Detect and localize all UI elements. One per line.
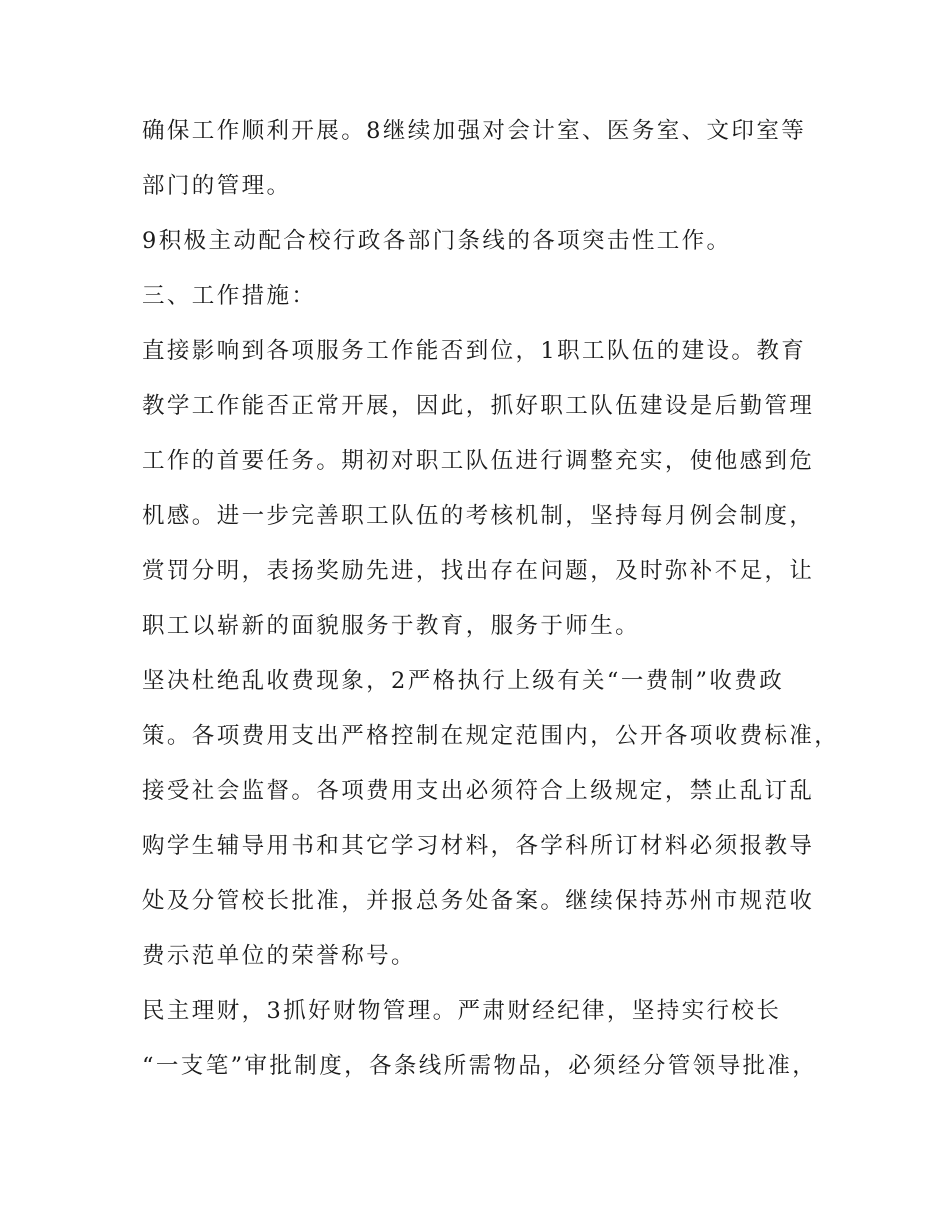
text-line: 策。各项费用支出严格控制在规定范围内，公开各项收费标准，: [142, 723, 840, 749]
text-line: 坚决杜绝乱收费现象，2严格执行上级有关“一费制”收费政: [142, 668, 785, 694]
text-line: 工作的首要任务。期初对职工队伍进行调整充实，使他感到危: [142, 448, 815, 474]
text-line: 教学工作能否正常开展，因此，抓好职工队伍建设是后勤管理: [142, 393, 815, 419]
text-line: 确保工作顺利开展。8继续加强对会计室、医务室、文印室等: [142, 118, 807, 144]
text-line: 费示范单位的荣誉称号。: [142, 943, 416, 969]
section-heading: 三、工作措施：: [142, 283, 317, 309]
text-line: 直接影响到各项服务工作能否到位，1职工队伍的建设。教育: [142, 338, 807, 364]
text-line: 职工以崭新的面貌服务于教育，服务于师生。: [142, 613, 641, 639]
text-line: 9积极主动配合校行政各部门条线的各项突击性工作。: [142, 228, 732, 254]
text-line: 机感。进一步完善职工队伍的考核机制，坚持每月例会制度，: [142, 503, 815, 529]
text-line: 处及分管校长批准，并报总务处备案。继续保持苏州市规范收: [142, 888, 815, 914]
text-line: 民主理财，3抓好财物管理。严肃财经纪律，坚持实行校长: [142, 998, 782, 1024]
text-line: “一支笔”审批制度，各条线所需物品，必须经分管领导批准，: [142, 1053, 818, 1079]
text-line: 接受社会监督。各项费用支出必须符合上级规定，禁止乱订乱: [142, 778, 815, 804]
text-line: 部门的管理。: [142, 173, 292, 199]
text-line: 购学生辅导用书和其它学习材料，各学科所订材料必须报教导: [142, 833, 815, 859]
document-body: [142, 104, 840, 1094]
text-line: 赏罚分明，表扬奖励先进，找出存在问题，及时弥补不足，让: [142, 558, 815, 584]
